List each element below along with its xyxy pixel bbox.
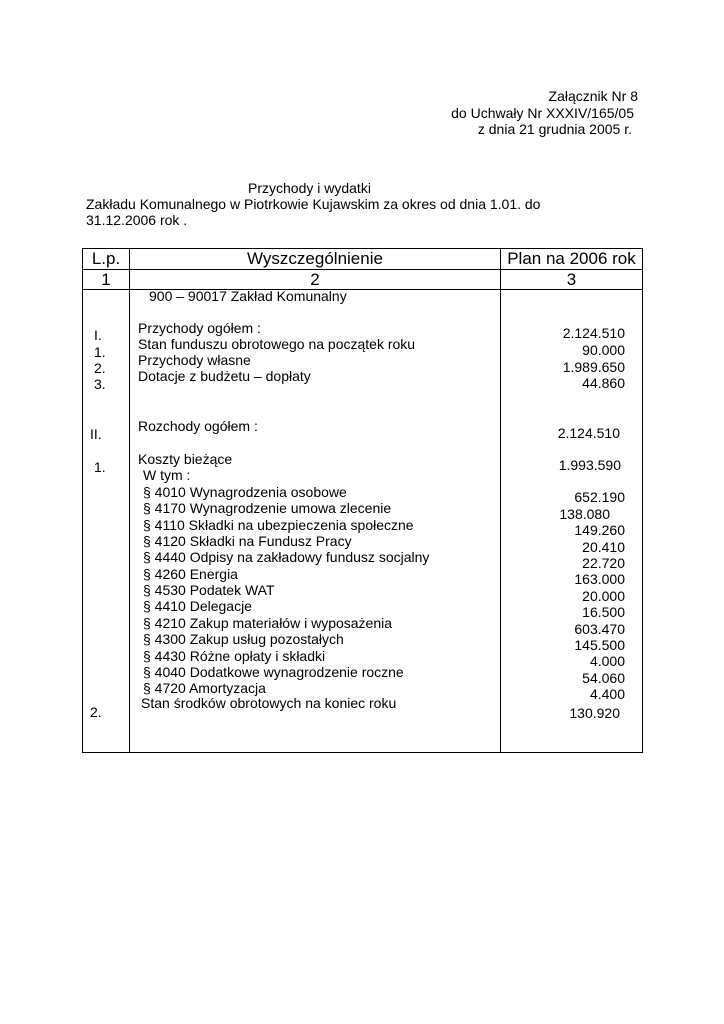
cost-item-label: § 4440 Odpisy na zakładowy fundusz socjalny (143, 549, 430, 566)
header-row (83, 249, 643, 270)
budget-table (82, 248, 643, 753)
document-title: Przychody i wydatki (248, 180, 371, 196)
lp-income-2: 2. (94, 360, 106, 376)
cost-item-label: § 4040 Dodatkowe wynagrodzenie roczne (143, 663, 404, 680)
current-costs-label: Koszty bieżące (138, 451, 233, 467)
body-row (83, 290, 643, 753)
document-subtitle-line2: 31.12.2006 rok . (86, 212, 188, 228)
cost-item-label: § 4300 Zakup usług pozostałych (143, 631, 344, 648)
cost-item-value: 163.000 (574, 571, 625, 587)
income-item-1: Stan funduszu obrotowego na początek roku (138, 336, 416, 352)
lp-current-costs: 1. (94, 459, 106, 475)
current-costs-value: 1.993.590 (558, 457, 621, 473)
cost-item-value: 149.260 (574, 522, 625, 538)
lp-income-total: I. (94, 327, 102, 343)
col-number-1: 1 (83, 270, 130, 290)
document-subtitle-line1: Zakładu Komunalnego w Piotrkowie Kujawskim za okres od dnia 1.01. do (86, 196, 541, 212)
income-value-1: 90.000 (582, 342, 625, 358)
lp-income-3: 3. (94, 376, 106, 392)
lp-expenses: II. (90, 426, 102, 442)
cost-item-value: 603.470 (574, 621, 625, 637)
cost-item-value: 20.000 (582, 588, 625, 604)
header-description: Wyszczególnienie (130, 249, 501, 270)
cost-item-label: § 4720 Amortyzacja (143, 680, 266, 697)
col-number-3: 3 (501, 270, 643, 290)
cost-item-value: 652.190 (574, 489, 625, 505)
income-value-3: 44.860 (582, 375, 625, 391)
cost-item-label: § 4170 Wynagrodzenie umowa zlecenie (143, 500, 392, 517)
income-total-value: 2.124.510 (562, 325, 625, 341)
attachment-resolution: do Uchwały Nr XXXIV/165/05 (451, 105, 634, 121)
cost-item-label: § 4530 Podatek WAT (143, 582, 275, 599)
lp-column (83, 290, 130, 753)
cost-item-value: 20.410 (582, 539, 625, 555)
attachment-date: z dnia 21 grudnia 2005 r. (477, 121, 632, 137)
lp-closing: 2. (90, 704, 102, 720)
header-plan: Plan na 2006 rok (501, 249, 643, 270)
in-that-label: W tym : (143, 467, 191, 483)
attachment-number: Załącznik Nr 8 (548, 88, 638, 104)
description-column (130, 290, 501, 753)
closing-label: Stan środków obrotowych na koniec roku (141, 695, 397, 711)
header-lp: L.p. (83, 249, 130, 270)
closing-value: 130.920 (569, 705, 620, 721)
income-total-label: Przychody ogółem : (138, 320, 261, 336)
cost-item-value: 4.000 (589, 653, 625, 669)
cost-item-label: § 4430 Różne opłaty i składki (143, 647, 326, 664)
income-value-2: 1.989.650 (562, 359, 625, 375)
lp-income-1: 1. (94, 344, 106, 360)
cost-item-label: § 4260 Energia (143, 565, 238, 582)
cost-item-value: 16.500 (582, 604, 625, 620)
cost-item-label: § 4120 Składki na Fundusz Pracy (143, 533, 352, 550)
cost-item-value: 138.080 (559, 506, 610, 522)
cost-item-label: § 4010 Wynagrodzenia osobowe (143, 484, 347, 500)
income-item-3: Dotacje z budżetu – dopłaty (138, 368, 311, 384)
cost-item-label: § 4410 Delegacje (143, 598, 252, 615)
cost-item-value: 145.500 (574, 637, 625, 653)
expenses-total-value: 2.124.510 (557, 425, 620, 441)
cost-item-value: 22.720 (582, 555, 625, 571)
income-item-2: Przychody własne (138, 352, 251, 368)
plan-column (501, 290, 643, 753)
cost-item-value: 4.400 (589, 686, 625, 702)
column-number-row (83, 270, 643, 290)
expenses-total-label: Rozchody ogółem : (138, 418, 258, 434)
cost-item-label: § 4110 Składki na ubezpieczenia społeczne (143, 516, 414, 533)
cost-item-label: § 4210 Zakup materiałów i wyposażenia (143, 614, 393, 631)
col-number-2: 2 (130, 270, 501, 290)
cost-item-value: 54.060 (582, 670, 625, 686)
section-heading: 900 – 90017 Zakład Komunalny (149, 288, 347, 304)
